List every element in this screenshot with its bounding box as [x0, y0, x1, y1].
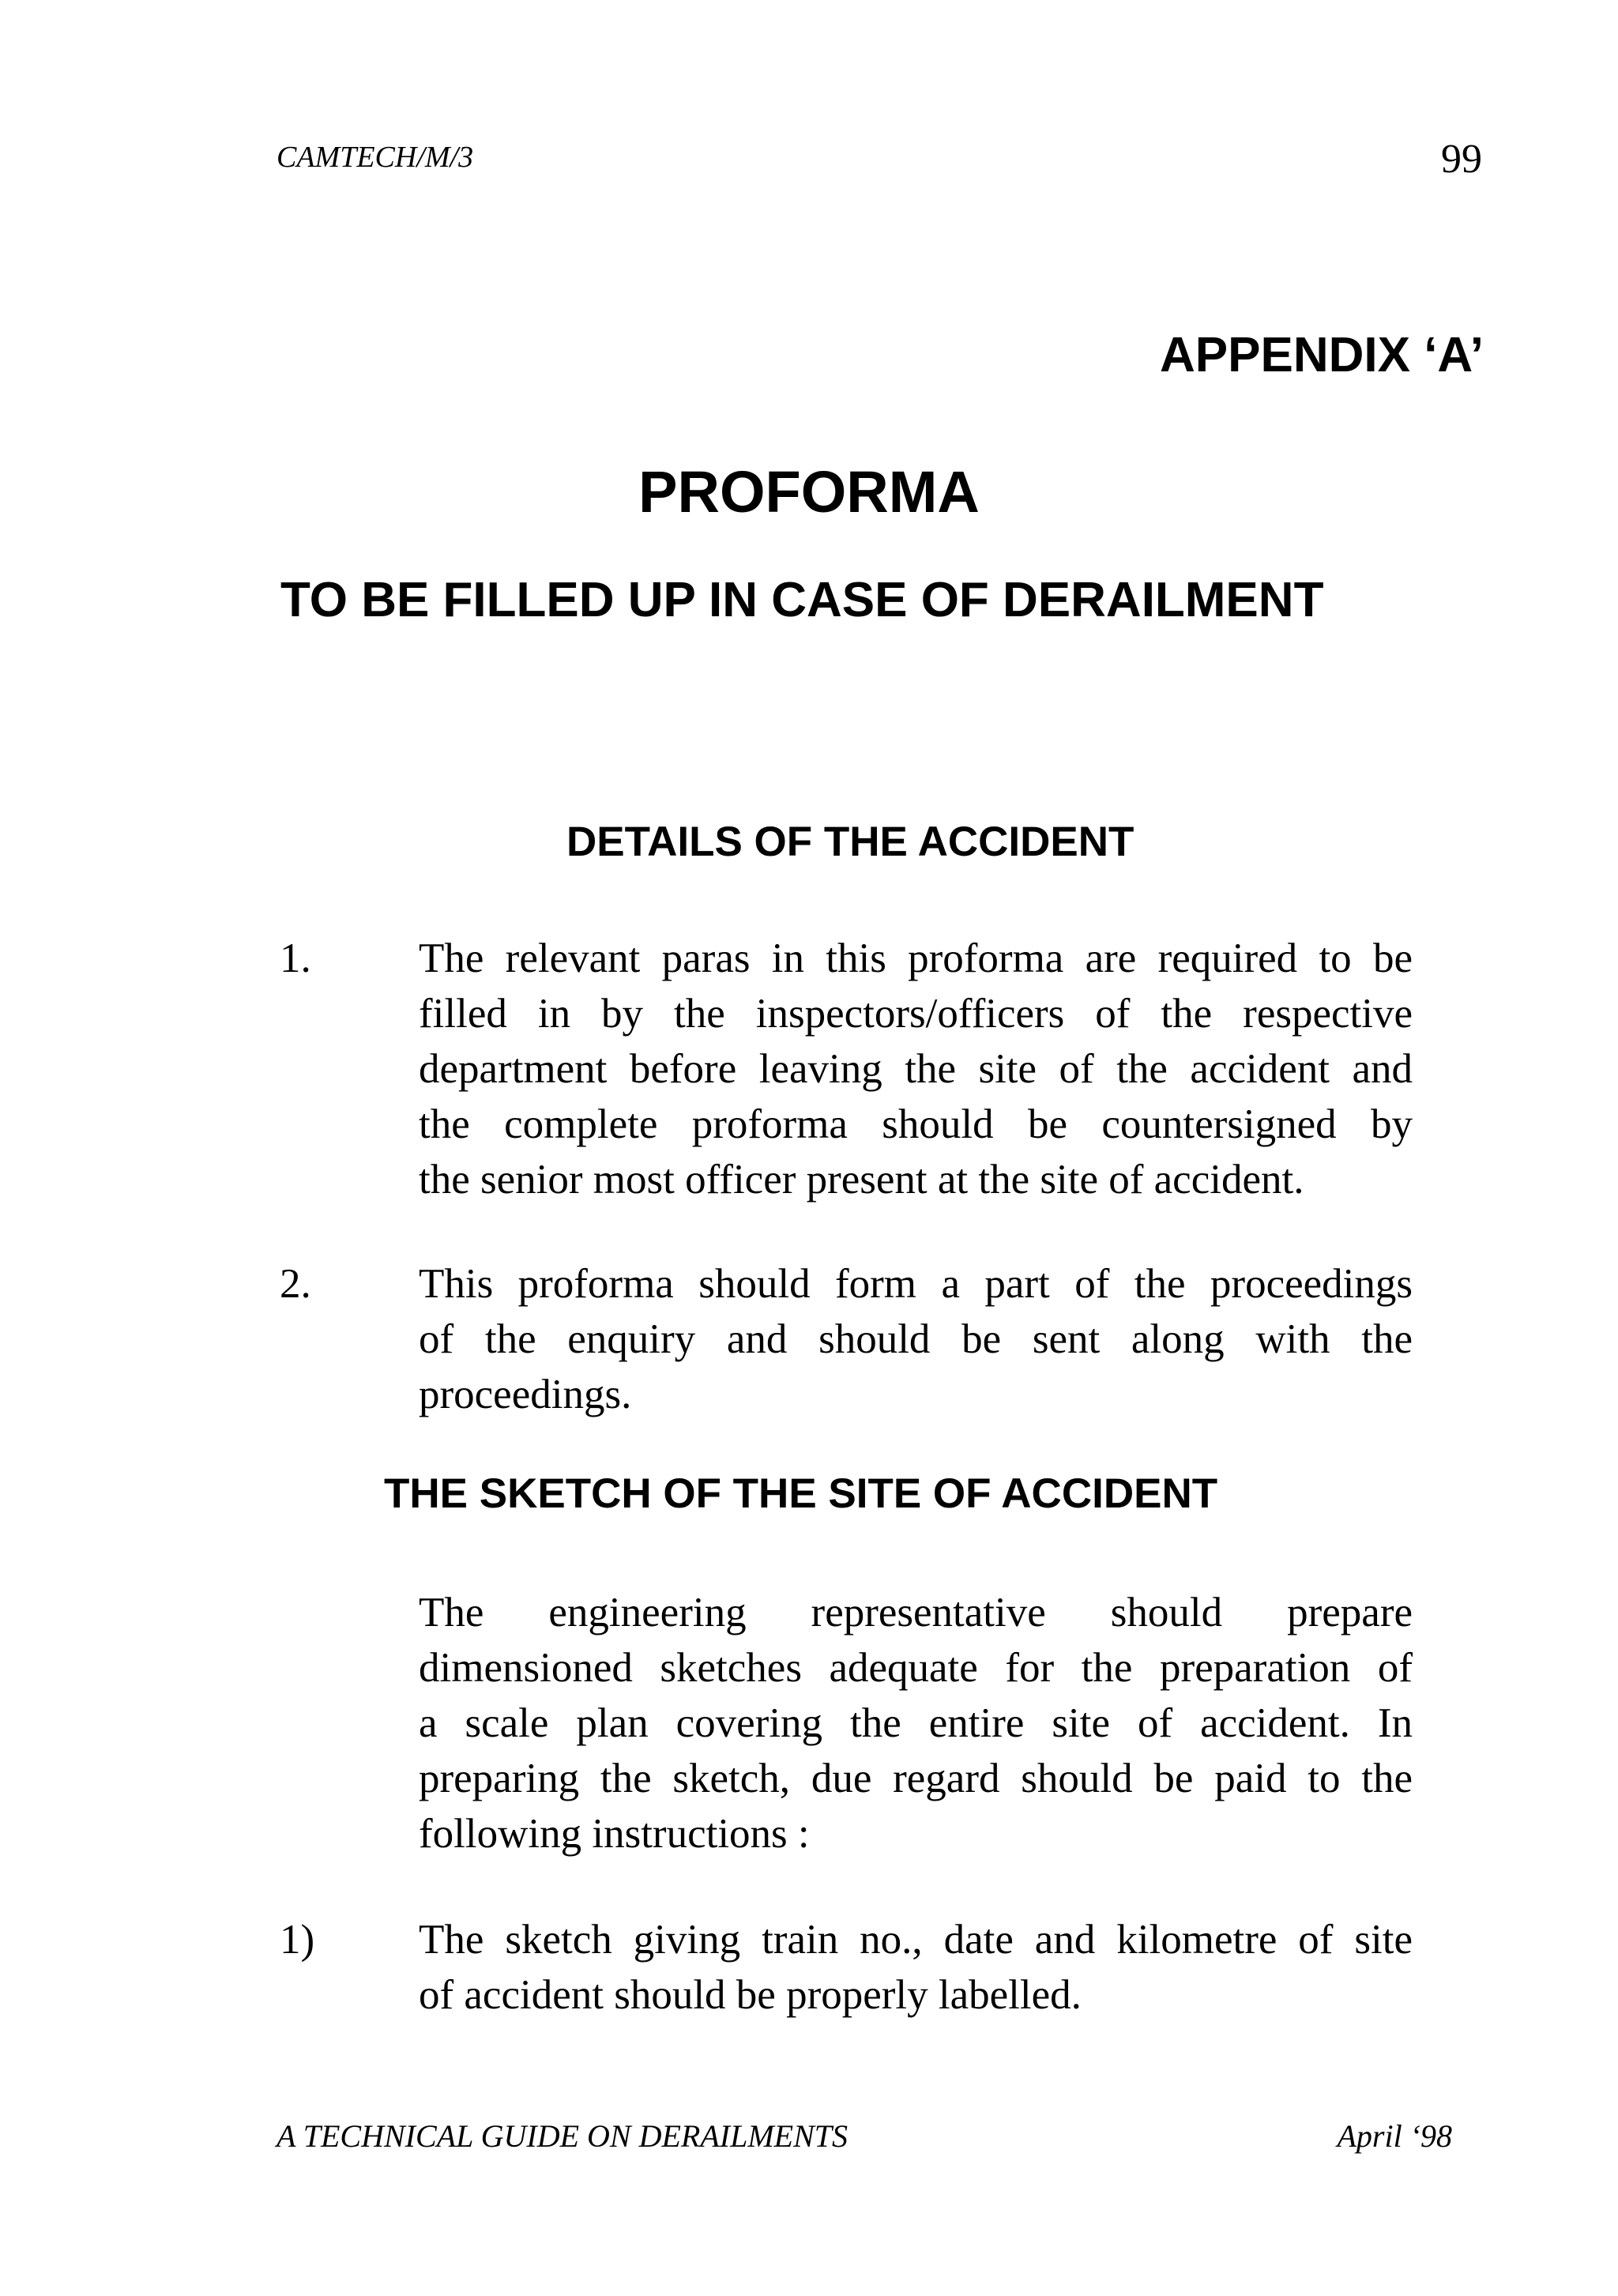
- details-section-heading: DETAILS OF THE ACCIDENT: [566, 819, 1134, 865]
- document-code: CAMTECH/M/3: [277, 141, 474, 174]
- sketch-item-paragraph: [419, 1912, 1413, 2023]
- page-subtitle: TO BE FILLED UP IN CASE OF DERAILMENT: [280, 573, 1324, 627]
- paragraph-line: filled in by the inspectors/officers of the respective: [419, 991, 1413, 1037]
- details-item-number: 2.: [280, 1261, 311, 1307]
- paragraph-line: of the enquiry and should be sent along with the: [419, 1316, 1413, 1362]
- paragraph-line: The relevant paras in this proforma are required to be: [419, 935, 1413, 981]
- footer-guide-title: A TECHNICAL GUIDE ON DERAILMENTS: [277, 2118, 849, 2154]
- page-title: PROFORMA: [638, 459, 980, 525]
- sketch-intro-paragraph: [419, 1585, 1413, 1861]
- paragraph-line: the complete proforma should be countersigned by: [419, 1101, 1413, 1147]
- paragraph-line: proceedings.: [419, 1372, 632, 1417]
- details-item-number: 1.: [280, 935, 311, 981]
- paragraph-line: This proforma should form a part of the proceedings: [419, 1261, 1413, 1307]
- paragraph-line: following instructions :: [419, 1811, 810, 1857]
- paragraph-line: preparing the sketch, due regard should be paid to the: [419, 1756, 1413, 1801]
- footer-date: April ‘98: [1337, 2118, 1452, 2154]
- paragraph-line: a scale plan covering the entire site of accident. In: [419, 1700, 1413, 1746]
- appendix-title: APPENDIX ‘A’: [1160, 328, 1484, 382]
- sketch-section-heading: THE SKETCH OF THE SITE OF ACCIDENT: [384, 1470, 1218, 1517]
- paragraph-line: department before leaving the site of the accident and: [419, 1046, 1413, 1092]
- details-item-paragraph: [419, 1256, 1413, 1422]
- paragraph-line: the senior most officer present at the site of accident.: [419, 1157, 1304, 1203]
- paragraph-line: of accident should be properly labelled.: [419, 1972, 1082, 2018]
- details-item-paragraph: [419, 931, 1413, 1207]
- paragraph-line: The engineering representative should prepare: [419, 1590, 1413, 1635]
- paragraph-line: dimensioned sketches adequate for the preparation of: [419, 1645, 1413, 1691]
- sketch-item-number: 1): [280, 1917, 315, 1963]
- page-number: 99: [1441, 137, 1482, 182]
- paragraph-line: The sketch giving train no., date and kilometre of site: [419, 1917, 1413, 1963]
